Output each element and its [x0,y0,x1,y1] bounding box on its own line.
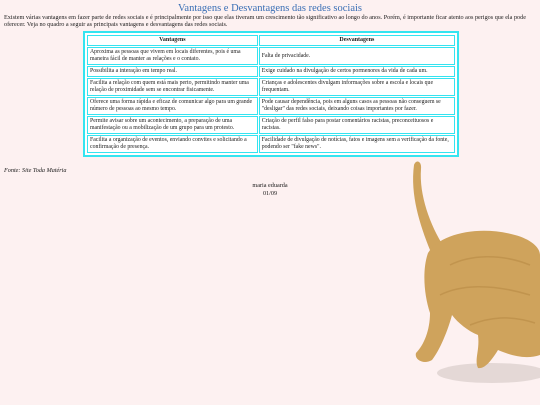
table-row [87,135,455,153]
dog-shadow [437,363,540,383]
intro-paragraph: Existem várias vantagens em fazer parte de redes sociais e é principalmente por isso que elas tiveram um crescimento tão significativo ao longo do anos. Porém, é importante ficar atento aos perigos que ela pode oferecer. Veja no quadro a seguir as principais vantagens e desvantagens das redes sociais. [4,14,526,29]
table-row [87,47,455,65]
page-number: 01/09 [262,189,278,197]
author-name: maria eduarda [252,182,288,189]
header-vantagens: Vantagens [87,35,258,46]
cell-vantagem: Oferece uma forma rápida e eficaz de comunicar algo para um grande número de pessoas ao mesmo tempo. [87,97,258,115]
cell-desvantagem: Pode causar dependência, pois em alguns casos as pessoas não conseguem se "desligar" das redes sociais, deixando coisas importantes por fazer. [259,97,455,115]
header-desvantagens: Desvantagens [259,35,455,46]
table-header-row [87,35,455,46]
cell-vantagem: Aproxima as pessoas que vivem em locais diferentes, pois é uma maneira fácil de manter as relações e o contato. [87,47,258,65]
cell-desvantagem: Crianças e adolescentes divulgam informações sobre a escola e locais que frequentam. [259,78,455,96]
page-title: Vantagens e Desvantagens das redes sociais [178,3,362,14]
comparison-table [83,31,459,157]
dog-tail [413,162,444,250]
table-row [87,66,455,77]
source-caption: Fonte: Site Toda Matéria [4,167,67,174]
cell-desvantagem: Falta de privacidade. [259,47,455,65]
cell-vantagem: Facilita a relação com quem está mais perto, permitindo manter uma relação de proximidade sem se encontrar fisicamente. [87,78,258,96]
cell-desvantagem: Criação de perfil falso para postar comentários racistas, preconceituosos e racistas. [259,116,455,134]
cell-desvantagem: Exige cuidado na divulgação de certos pormenores da vida de cada um. [259,66,455,77]
table-row [87,78,455,96]
dog-illustration [380,155,540,405]
cell-vantagem: Permite avisar sobre um acontecimento, a preparação de uma manifestação ou a mobilização de um grupo para um protesto. [87,116,258,134]
cell-vantagem: Possibilita a interação em tempo real. [87,66,258,77]
dog-body [416,231,540,368]
table-row [87,116,455,134]
table-row [87,97,455,115]
cell-desvantagem: Facilidade de divulgação de notícias, fatos e imagens sem a verificação da fonte, podendo ser "fake news". [259,135,455,153]
cell-vantagem: Facilita a organização de eventos, enviando convites e solicitando a confirmação de presença. [87,135,258,153]
